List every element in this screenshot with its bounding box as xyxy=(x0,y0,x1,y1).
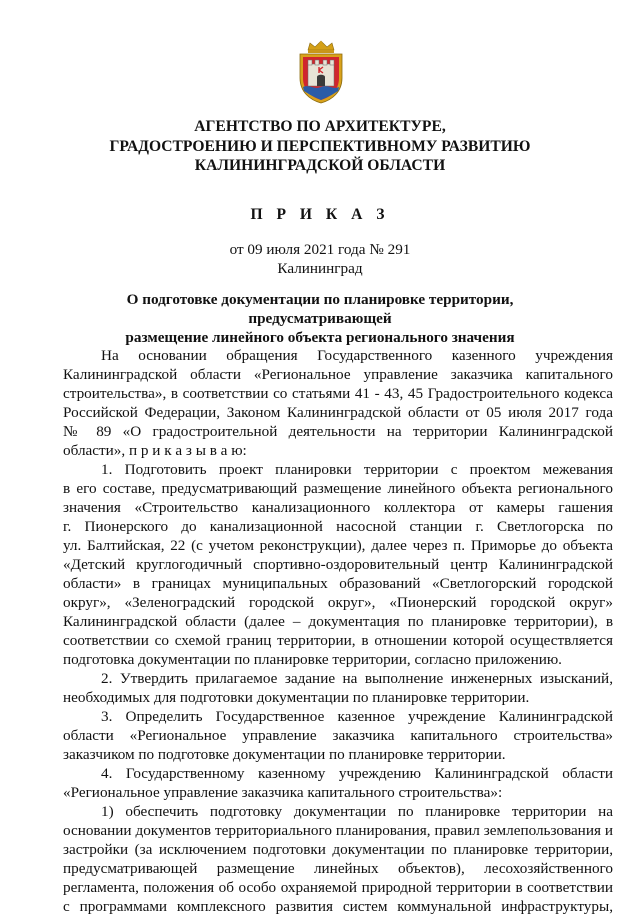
body-line: «Детский круглогодичный спортивно-оздоровительный центр Калининградской xyxy=(63,556,613,573)
agency-line: ГРАДОСТРОЕНИЮ И ПЕРСПЕКТИВНОМУ РАЗВИТИЮ xyxy=(109,137,531,155)
body-line: 4. Государственному казенному учреждению Калининградской области xyxy=(101,765,613,782)
body-line: области», п р и к а з ы в а ю: xyxy=(63,442,247,459)
body-line: 1. Подготовить проект планировки территории с проектом межевания xyxy=(101,461,613,478)
body-line: Российской Федерации, Законом Калининградской области от 05 июля 2017 года xyxy=(63,404,613,421)
document-type: П Р И К А З xyxy=(250,206,390,223)
body-line: «Региональное управление заказчика капитального строительства»: xyxy=(63,784,503,801)
body-line: соответствии со схемой границ территории, в отношении которой осуществляется xyxy=(63,632,613,649)
body-line: округ», «Зеленоградский городской округ», «Пионерский городской округ» xyxy=(63,594,613,611)
body-line: подготовка документации по планировке территории, согласно приложению. xyxy=(63,651,562,668)
body-line: Калининградской области «Региональное управление заказчика капитального xyxy=(63,366,613,383)
body-line: области» в границах муниципальных образований «Светлогорский городской xyxy=(63,575,613,592)
subject-line: О подготовке документации по планировке территории, предусматривающей xyxy=(126,291,514,327)
agency-line: АГЕНТСТВО ПО АРХИТЕКТУРЕ, xyxy=(194,118,446,135)
body-line: в его составе, предусматривающий размещение линейного объекта регионального xyxy=(63,480,613,497)
body-line: строительства», в соответствии со статьями 41 - 43, 45 Градостроительного кодекса xyxy=(63,385,613,402)
body-line: 2. Утвердить прилагаемое задание на выполнение инженерных изысканий, xyxy=(101,670,613,687)
body-line: с программами комплексного развития систем коммунальной инфраструктуры, xyxy=(63,898,613,915)
body-line: необходимых для подготовки документации по планировке территории. xyxy=(63,689,530,706)
order-subject xyxy=(60,290,580,347)
order-city: Калининград xyxy=(277,260,363,277)
body-line: 3. Определить Государственное казенное учреждение Калининградской xyxy=(101,708,613,725)
body-line: заказчиком по подготовке документации по планировке территории. xyxy=(63,746,506,763)
body-line: застройки (за исключением подготовки документации по планировке территории, xyxy=(63,841,613,858)
agency-name xyxy=(60,117,580,176)
order-body xyxy=(63,346,613,916)
body-line: На основании обращения Государственного казенного учреждения xyxy=(101,347,613,364)
body-line: регламента, положения об особо охраняемой природной территории в соответствии xyxy=(63,879,613,896)
agency-line: КАЛИНИНГРАДСКОЙ ОБЛАСТИ xyxy=(194,157,446,174)
body-line: предусматривающей размещение линейных объектов), лесохозяйственного xyxy=(63,860,613,877)
document-dateline xyxy=(60,240,580,278)
body-line: Калининградской области (далее – документация по планировке территории), в xyxy=(63,613,613,630)
body-line: ул. Балтийская, 22 (с учетом реконструкции), далее через п. Приморье до объекта xyxy=(63,537,613,554)
emblem-icon xyxy=(294,40,348,104)
subject-line: размещение линейного объекта регионального значения xyxy=(125,329,515,346)
body-line: 1) обеспечить подготовку документации по планировке территории на xyxy=(101,803,613,820)
body-line: г. Пионерского до канализационной насосной станции г. Светлогорска по xyxy=(63,518,613,535)
body-line: основании документов территориального планирования, правил землепользования и xyxy=(63,822,613,839)
order-date-number: от 09 июля 2021 года № 291 xyxy=(229,241,411,258)
body-line: значения «Строительство канализационного коллектора от камеры гашения xyxy=(63,499,613,516)
coat-of-arms-emblem xyxy=(294,40,348,104)
body-line: области «Региональное управление заказчика капитального строительства» xyxy=(63,727,613,744)
body-line: № 89 «О градостроительной деятельности на территории Калининградской xyxy=(63,423,613,440)
